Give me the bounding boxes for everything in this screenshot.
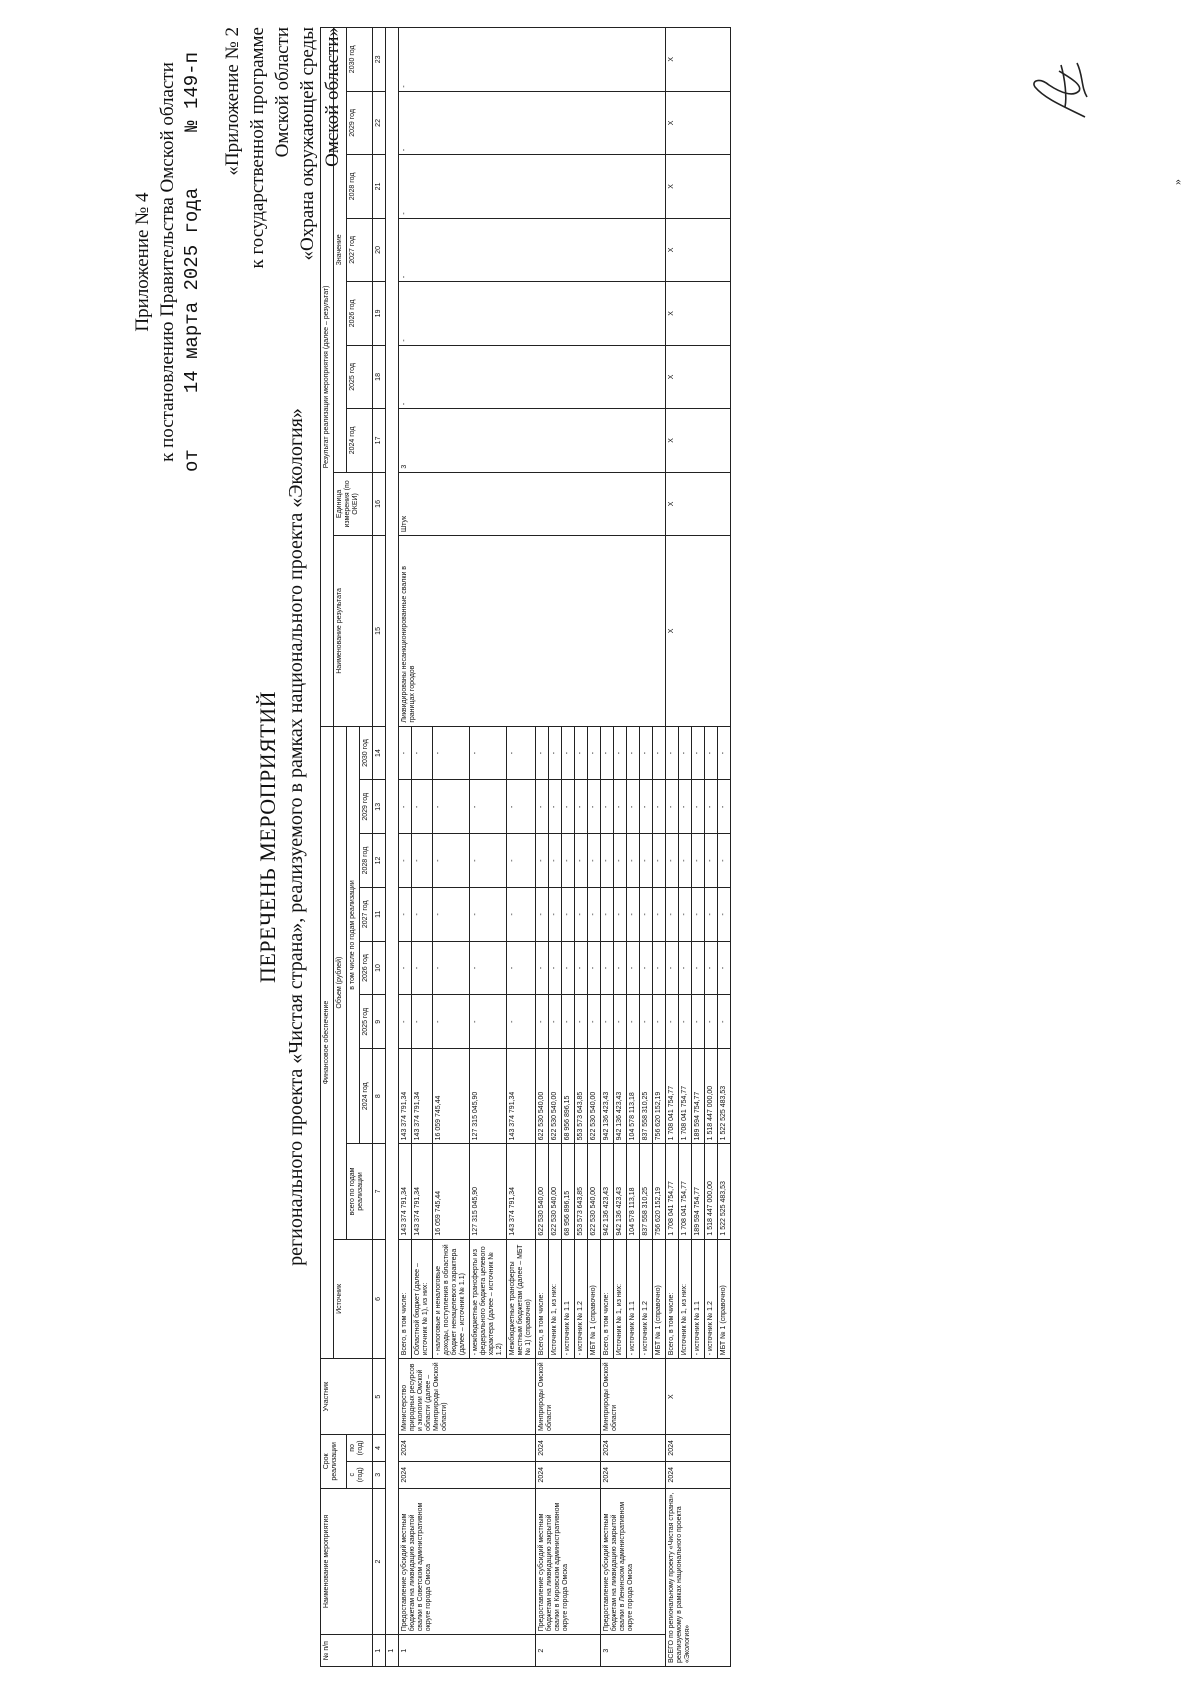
header-line2: к постановлению Правительства Омской области xyxy=(157,62,178,462)
year-cell: - xyxy=(614,941,627,995)
title-line2: регионального проекта «Чистая страна», реализуемого в рамках национального проекта «Экология» xyxy=(285,408,307,1266)
year-cell: - xyxy=(536,726,549,780)
year-cell: - xyxy=(601,726,614,780)
result-value: - xyxy=(399,91,666,155)
result-x: Х xyxy=(666,218,731,282)
col-number: 19 xyxy=(373,282,386,346)
year-cell: - xyxy=(507,780,536,834)
col-f2029: 2029 год xyxy=(360,780,373,834)
year-cell: - xyxy=(640,887,653,941)
year-cell: - xyxy=(627,995,640,1049)
year-cell: - xyxy=(536,941,549,995)
y2024-cell: 1 708 041 754,77 xyxy=(679,1049,692,1144)
year-cell: - xyxy=(549,941,562,995)
year-cell: - xyxy=(601,780,614,834)
date-prefix: от xyxy=(181,449,203,472)
col-number: 20 xyxy=(373,218,386,282)
year-cell: - xyxy=(666,834,679,888)
year-cell: - xyxy=(705,726,718,780)
year-cell: - xyxy=(433,726,470,780)
col-number: 14 xyxy=(373,726,386,780)
col-f2028: 2028 год xyxy=(360,834,373,888)
year-cell: - xyxy=(575,887,588,941)
year-cell: - xyxy=(679,995,692,1049)
year-cell: - xyxy=(692,995,705,1049)
year-cell: - xyxy=(433,887,470,941)
result-unit: Штук xyxy=(399,472,666,536)
col-unit: Единица измерения (по ОКЕИ) xyxy=(334,472,373,536)
header2-line2: к государственной программе Омской области xyxy=(247,27,293,269)
year-cell: - xyxy=(536,780,549,834)
y2024-cell: 622 530 540,00 xyxy=(549,1049,562,1144)
source-cell: Источник № 1, из них: xyxy=(614,1239,627,1359)
y2024-cell: 756 620 152,19 xyxy=(653,1049,666,1144)
col-f2027: 2027 год xyxy=(360,887,373,941)
col-v2027: 2027 год xyxy=(347,218,373,282)
year-cell: - xyxy=(627,941,640,995)
col-number: 21 xyxy=(373,155,386,219)
col-incl: в том числе по годам реализации xyxy=(347,726,360,1144)
total-participant: Х xyxy=(666,1359,731,1435)
section-fill xyxy=(386,28,399,1635)
year-cell: - xyxy=(679,834,692,888)
total-from: 2024 xyxy=(666,1461,731,1488)
year-cell: - xyxy=(705,941,718,995)
year-cell: - xyxy=(536,995,549,1049)
year-cell: - xyxy=(575,726,588,780)
year-cell: - xyxy=(666,726,679,780)
table-head xyxy=(321,28,386,1667)
year-cell: - xyxy=(705,995,718,1049)
term-to: 2024 xyxy=(399,1434,536,1461)
y2024-cell: 1 518 447 000,00 xyxy=(705,1049,718,1144)
col-v2024: 2024 год xyxy=(347,409,373,473)
year-cell: - xyxy=(627,726,640,780)
total-cell: 143 374 791,34 xyxy=(399,1144,412,1239)
total-cell: 16 059 745,44 xyxy=(433,1144,470,1239)
year-cell: - xyxy=(692,834,705,888)
year-cell: - xyxy=(433,780,470,834)
year-cell: - xyxy=(601,834,614,888)
col-number: 5 xyxy=(373,1359,386,1435)
source-cell: Межбюджетные трансферты местным бюджетам (далее – МБТ № 1) (справочно) xyxy=(507,1239,536,1359)
year-cell: - xyxy=(640,780,653,834)
total-cell: 942 136 423,43 xyxy=(601,1144,614,1239)
year-cell: - xyxy=(433,941,470,995)
y2024-cell: 104 578 113,18 xyxy=(627,1049,640,1144)
year-cell: - xyxy=(549,834,562,888)
header2-line1: «Приложение № 2 xyxy=(222,27,243,176)
col-finance: Финансовое обеспечение xyxy=(321,726,334,1359)
year-cell: - xyxy=(575,941,588,995)
year-cell: - xyxy=(588,941,601,995)
total-cell: 1 518 447 000,00 xyxy=(705,1144,718,1239)
year-cell: - xyxy=(549,726,562,780)
decree-number: № 149-п xyxy=(181,52,203,132)
y2024-cell: 553 573 643,85 xyxy=(575,1049,588,1144)
result-value: - xyxy=(399,28,666,92)
year-cell: - xyxy=(433,834,470,888)
col-number: 3 xyxy=(373,1461,386,1488)
year-cell: - xyxy=(412,941,433,995)
col-value: Значение xyxy=(334,28,347,473)
year-cell: - xyxy=(679,726,692,780)
year-cell: - xyxy=(718,995,731,1049)
col-v2028: 2028 год xyxy=(347,155,373,219)
total-cell: 143 374 791,34 xyxy=(412,1144,433,1239)
year-cell: - xyxy=(601,995,614,1049)
participant: Минприроды Омской области xyxy=(601,1359,666,1435)
row-number: 2 xyxy=(536,1635,601,1667)
year-cell: - xyxy=(692,780,705,834)
total-cell: 1 708 041 754,77 xyxy=(679,1144,692,1239)
year-cell: - xyxy=(412,726,433,780)
col-volume: Объем (рублей) xyxy=(334,726,347,1239)
col-total: всего по годам реализации xyxy=(347,1144,373,1239)
year-cell: - xyxy=(575,780,588,834)
year-cell: - xyxy=(562,995,575,1049)
year-cell: - xyxy=(588,834,601,888)
year-cell: - xyxy=(640,726,653,780)
col-f2025: 2025 год xyxy=(360,995,373,1049)
total-cell: 622 530 540,00 xyxy=(536,1144,549,1239)
closing-quote-mark: » xyxy=(1170,179,1184,185)
col-number: 2 xyxy=(373,1488,386,1635)
col-term-from: с (год) xyxy=(347,1461,373,1488)
year-cell: - xyxy=(399,995,412,1049)
year-cell: - xyxy=(653,780,666,834)
term-to: 2024 xyxy=(601,1434,666,1461)
total-cell: 127 315 045,90 xyxy=(470,1144,507,1239)
year-cell: - xyxy=(470,834,507,888)
col-v2026: 2026 год xyxy=(347,282,373,346)
year-cell: - xyxy=(640,834,653,888)
col-number: 9 xyxy=(373,995,386,1049)
y2024-cell: 143 374 791,34 xyxy=(399,1049,412,1144)
year-cell: - xyxy=(399,941,412,995)
total-cell: 189 594 754,77 xyxy=(692,1144,705,1239)
total-cell: 553 573 643,85 xyxy=(575,1144,588,1239)
year-cell: - xyxy=(718,887,731,941)
col-result: Результат реализации мероприятия (далее – результат) xyxy=(321,28,334,727)
year-cell: - xyxy=(679,887,692,941)
year-cell: - xyxy=(718,780,731,834)
row-number: 3 xyxy=(601,1635,666,1667)
y2024-cell: 942 136 423,43 xyxy=(601,1049,614,1144)
year-cell: - xyxy=(666,887,679,941)
source-cell: Всего, в том числе: xyxy=(601,1239,614,1359)
year-cell: - xyxy=(588,887,601,941)
year-cell: - xyxy=(549,780,562,834)
year-cell: - xyxy=(562,834,575,888)
y2024-cell: 942 136 423,43 xyxy=(614,1049,627,1144)
year-cell: - xyxy=(549,887,562,941)
source-cell: - источник № 1.1 xyxy=(562,1239,575,1359)
year-cell: - xyxy=(679,780,692,834)
year-cell: - xyxy=(653,941,666,995)
col-number: 10 xyxy=(373,941,386,995)
year-cell: - xyxy=(653,726,666,780)
y2024-cell: 16 059 745,44 xyxy=(433,1049,470,1144)
total-row xyxy=(666,28,679,1667)
col-name: Наименование мероприятия xyxy=(321,1488,373,1635)
year-cell: - xyxy=(614,887,627,941)
year-cell: - xyxy=(575,995,588,1049)
year-cell: - xyxy=(653,995,666,1049)
year-cell: - xyxy=(470,941,507,995)
row-number: 1 xyxy=(399,1635,536,1667)
year-cell: - xyxy=(562,780,575,834)
year-cell: - xyxy=(614,834,627,888)
col-number: 15 xyxy=(373,536,386,727)
year-cell: - xyxy=(627,887,640,941)
year-cell: - xyxy=(470,780,507,834)
year-cell: - xyxy=(507,941,536,995)
col-number: 7 xyxy=(373,1144,386,1239)
col-f2026: 2026 год xyxy=(360,941,373,995)
source-cell: Всего, в том числе: xyxy=(536,1239,549,1359)
year-cell: - xyxy=(470,726,507,780)
col-number: 22 xyxy=(373,91,386,155)
year-cell: - xyxy=(562,726,575,780)
year-cell: - xyxy=(536,834,549,888)
year-cell: - xyxy=(705,780,718,834)
column-numbers-row xyxy=(373,28,386,1667)
measure-name: Предоставление субсидий местным бюджетам на ликвидацию закрытой свалки в Ленинском административном округе города Омска xyxy=(601,1488,666,1635)
col-f2030: 2030 год xyxy=(360,726,373,780)
col-result-name: Наименование результата xyxy=(334,536,373,727)
year-cell: - xyxy=(549,995,562,1049)
year-cell: - xyxy=(412,834,433,888)
year-cell: - xyxy=(614,726,627,780)
col-number: 13 xyxy=(373,780,386,834)
year-cell: - xyxy=(412,780,433,834)
term-from: 2024 xyxy=(399,1461,536,1488)
source-cell: МБТ № 1 (справочно) xyxy=(588,1239,601,1359)
source-cell: - налоговые и неналоговые доходы, поступления в областной бюджет ненацелевого характера (далее – источник № 1.1) xyxy=(433,1239,470,1359)
year-cell: - xyxy=(536,887,549,941)
measure-name: Предоставление субсидий местным бюджетам на ликвидацию закрытой свалки в Советском административном округе города Омска xyxy=(399,1488,536,1635)
result-x: Х xyxy=(666,536,731,727)
source-cell: - межбюджетные трансферты из федерального бюджета целевого характера (далее – источник № 1.2) xyxy=(470,1239,507,1359)
year-cell: - xyxy=(601,887,614,941)
header-line1: Приложение № 4 xyxy=(132,192,153,332)
year-cell: - xyxy=(653,887,666,941)
source-cell: - источник № 1.1 xyxy=(692,1239,705,1359)
result-value: - xyxy=(399,282,666,346)
result-x: Х xyxy=(666,282,731,346)
year-cell: - xyxy=(601,941,614,995)
col-number: 6 xyxy=(373,1239,386,1359)
total-cell: 68 956 896,15 xyxy=(562,1144,575,1239)
year-cell: - xyxy=(666,941,679,995)
result-name: Ликвидированы несанкционированные свалки в границах городов xyxy=(399,536,666,727)
result-x: Х xyxy=(666,472,731,536)
col-term: Срок реализации xyxy=(321,1434,347,1488)
year-cell: - xyxy=(588,726,601,780)
col-number: 8 xyxy=(373,1049,386,1144)
total-cell: 942 136 423,43 xyxy=(614,1144,627,1239)
year-cell: - xyxy=(470,995,507,1049)
year-cell: - xyxy=(653,834,666,888)
result-x: Х xyxy=(666,155,731,219)
total-cell: 837 558 310,25 xyxy=(640,1144,653,1239)
year-cell: - xyxy=(575,834,588,888)
year-cell: - xyxy=(614,995,627,1049)
col-num: № п/п xyxy=(321,1635,373,1667)
source-cell: - источник № 1.2 xyxy=(640,1239,653,1359)
total-name: ВСЕГО по региональному проекту «Чистая страна», реализуемому в рамках национального проекта «Экология» xyxy=(666,1488,731,1666)
source-cell: - источник № 1.2 xyxy=(575,1239,588,1359)
participant: Минприроды Омской области xyxy=(536,1359,601,1435)
year-cell: - xyxy=(614,780,627,834)
term-from: 2024 xyxy=(601,1461,666,1488)
source-cell: Областной бюджет (далее – источник № 1), из них: xyxy=(412,1239,433,1359)
col-number: 12 xyxy=(373,834,386,888)
result-value: - xyxy=(399,218,666,282)
year-cell: - xyxy=(666,780,679,834)
title-line1: ПЕРЕЧЕНЬ МЕРОПРИЯТИЙ xyxy=(255,690,280,984)
total-cell: 1 708 041 754,77 xyxy=(666,1144,679,1239)
source-cell: - источник № 1.2 xyxy=(705,1239,718,1359)
year-cell: - xyxy=(399,780,412,834)
year-cell: - xyxy=(640,995,653,1049)
y2024-cell: 127 315 045,90 xyxy=(470,1049,507,1144)
result-value: - xyxy=(399,155,666,219)
col-v2029: 2029 год xyxy=(347,91,373,155)
col-number: 18 xyxy=(373,345,386,409)
year-cell: - xyxy=(433,995,470,1049)
source-cell: Источник № 1, из них: xyxy=(549,1239,562,1359)
source-cell: Источник № 1, из них: xyxy=(679,1239,692,1359)
year-cell: - xyxy=(399,887,412,941)
year-cell: - xyxy=(412,887,433,941)
col-v2025: 2025 год xyxy=(347,345,373,409)
year-cell: - xyxy=(562,887,575,941)
year-cell: - xyxy=(705,834,718,888)
total-cell: 104 578 113,18 xyxy=(627,1144,640,1239)
col-number: 23 xyxy=(373,28,386,92)
year-cell: - xyxy=(588,780,601,834)
col-participant: Участник xyxy=(321,1359,373,1435)
result-2024: 3 xyxy=(399,409,666,473)
y2024-cell: 68 956 896,15 xyxy=(562,1049,575,1144)
year-cell: - xyxy=(718,834,731,888)
section-row xyxy=(386,28,399,1667)
total-cell: 622 530 540,00 xyxy=(549,1144,562,1239)
year-cell: - xyxy=(507,887,536,941)
measures-table xyxy=(320,27,731,1667)
col-f2024: 2024 год xyxy=(360,1049,373,1144)
result-x: Х xyxy=(666,91,731,155)
year-cell: - xyxy=(627,834,640,888)
year-cell: - xyxy=(627,780,640,834)
year-cell: - xyxy=(692,887,705,941)
year-cell: - xyxy=(507,726,536,780)
col-number: 1 xyxy=(373,1635,386,1667)
y2024-cell: 1 522 525 483,53 xyxy=(718,1049,731,1144)
year-cell: - xyxy=(679,941,692,995)
year-cell: - xyxy=(399,834,412,888)
year-cell: - xyxy=(412,995,433,1049)
year-cell: - xyxy=(718,726,731,780)
year-cell: - xyxy=(666,995,679,1049)
y2024-cell: 143 374 791,34 xyxy=(412,1049,433,1144)
source-cell: Всего, в том числе: xyxy=(399,1239,412,1359)
col-v2030: 2030 год xyxy=(347,28,373,92)
participant: Министерство природных ресурсов и экологии Омской области (далее – Минприроды Омской области) xyxy=(399,1359,536,1435)
result-x: Х xyxy=(666,28,731,92)
year-cell: - xyxy=(692,941,705,995)
year-cell: - xyxy=(640,941,653,995)
source-cell: МБТ № 1 (справочно) xyxy=(653,1239,666,1359)
term-to: 2024 xyxy=(536,1434,601,1461)
col-number: 17 xyxy=(373,409,386,473)
source-cell: - источник № 1.1 xyxy=(627,1239,640,1359)
term-from: 2024 xyxy=(536,1461,601,1488)
year-cell: - xyxy=(507,995,536,1049)
y2024-cell: 837 558 310,25 xyxy=(640,1049,653,1144)
y2024-cell: 189 594 754,77 xyxy=(692,1049,705,1144)
measure-name: Предоставление субсидий местным бюджетам на ликвидацию закрытой свалки в Кировском административном округе города Омска xyxy=(536,1488,601,1635)
col-number: 4 xyxy=(373,1434,386,1461)
source-cell: МБТ № 1 (справочно) xyxy=(718,1239,731,1359)
table-row xyxy=(399,28,412,1667)
y2024-cell: 622 530 540,00 xyxy=(536,1049,549,1144)
header2-line3: «Охрана окружающей среды Омской области» xyxy=(297,27,343,261)
col-source: Источник xyxy=(334,1239,373,1359)
y2024-cell: 143 374 791,34 xyxy=(507,1049,536,1144)
y2024-cell: 622 530 540,00 xyxy=(588,1049,601,1144)
total-cell: 622 530 540,00 xyxy=(588,1144,601,1239)
year-cell: - xyxy=(507,834,536,888)
table-body xyxy=(386,28,731,1667)
col-number: 11 xyxy=(373,887,386,941)
year-cell: - xyxy=(692,726,705,780)
signature-icon xyxy=(1025,57,1100,127)
section-number: 1 xyxy=(386,1635,399,1667)
col-term-to: по (год) xyxy=(347,1434,373,1461)
col-number: 16 xyxy=(373,472,386,536)
result-value: - xyxy=(399,345,666,409)
total-cell: 756 620 152,19 xyxy=(653,1144,666,1239)
year-cell: - xyxy=(399,726,412,780)
year-cell: - xyxy=(718,941,731,995)
document-title xyxy=(255,267,308,1407)
total-cell: 1 522 525 483,53 xyxy=(718,1144,731,1239)
source-cell: Всего, в том числе: xyxy=(666,1239,679,1359)
decree-date: 14 марта 2025 года xyxy=(181,187,203,394)
year-cell: - xyxy=(562,941,575,995)
result-x: Х xyxy=(666,345,731,409)
y2024-cell: 1 708 041 754,77 xyxy=(666,1049,679,1144)
header-date-line xyxy=(180,52,205,472)
appendix-header xyxy=(130,52,205,472)
year-cell: - xyxy=(588,995,601,1049)
result-x: Х xyxy=(666,409,731,473)
total-to: 2024 xyxy=(666,1434,731,1461)
year-cell: - xyxy=(705,887,718,941)
year-cell: - xyxy=(470,887,507,941)
total-cell: 143 374 791,34 xyxy=(507,1144,536,1239)
